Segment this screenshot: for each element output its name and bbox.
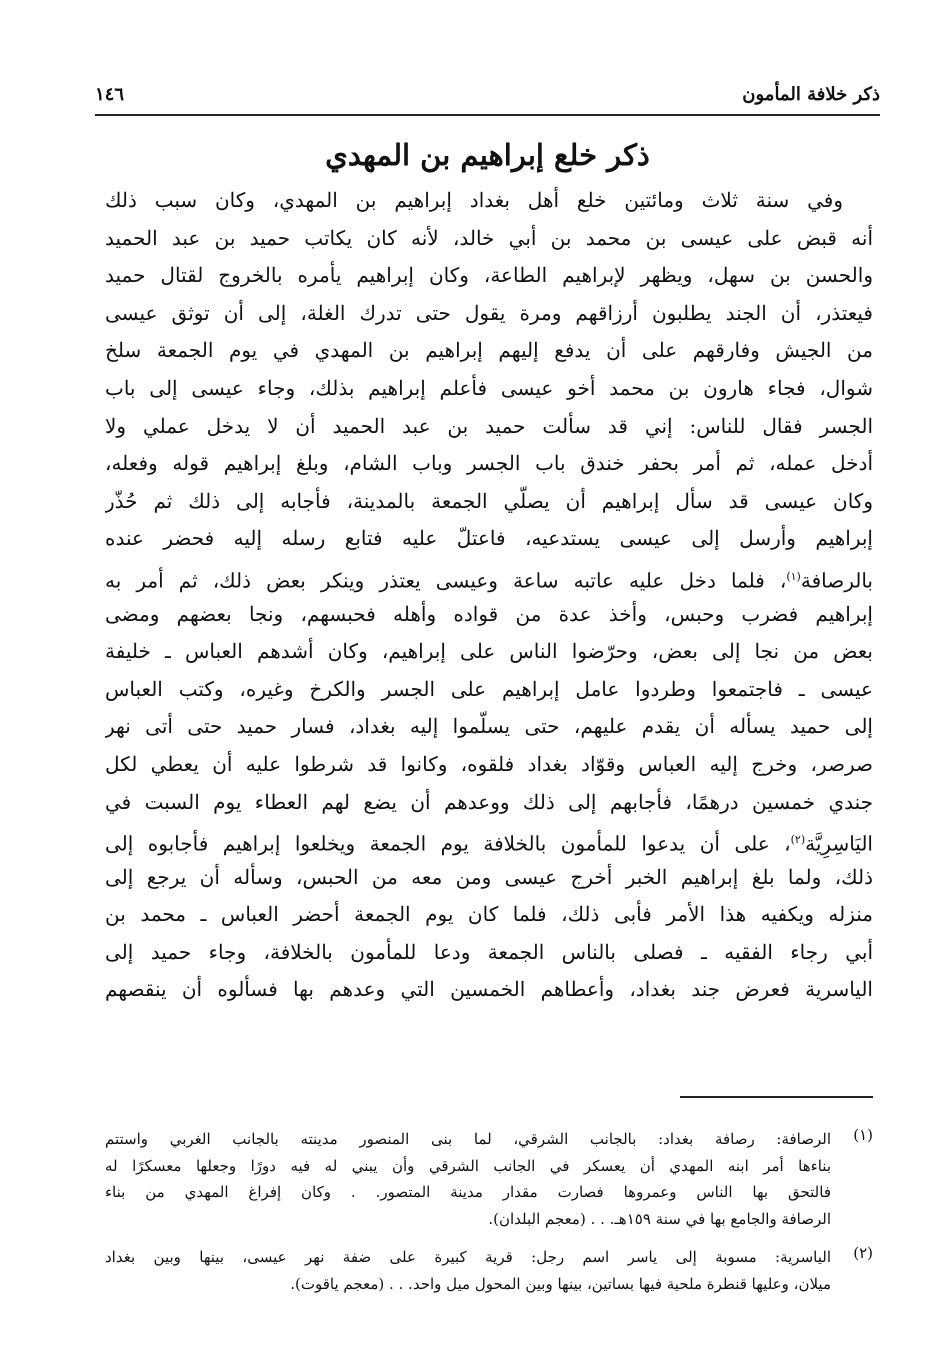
footnote-2	[105, 1244, 873, 1297]
text-line: والحسن بن سهل، ويظهر لإبراهيم الطاعة، وكان إبراهيم يأمره بالخروج لقتال حميد	[105, 263, 873, 288]
footnote-1	[105, 1126, 873, 1232]
footnote-number: (١)	[853, 1126, 873, 1144]
text-line: ذلك، ولما بلغ إبراهيم الخبر أخرج عيسى ومن معه من الحبس، وسأله أن يرجع إلى	[105, 864, 873, 889]
footnote-ref-1[interactable]: (١)	[786, 569, 801, 583]
text-line	[105, 821, 873, 859]
text-line: إبراهيم فضرب وحبس، وأخذ عدة من قواده وأهله فحبسهم، ونجا بعضهم ومضى	[105, 601, 873, 626]
text-line: أبي رجاء الفقيه ـ فصلى بالناس الجمعة ودعا للمأمون بالخلافة، وجاء حميد إلى	[105, 939, 873, 964]
text-line: منزله ويكفيه هذا الأمر فأبى ذلك، فلما كان يوم الجمعة أحضر العباس ـ محمد بن	[105, 902, 873, 927]
page-header	[95, 82, 880, 112]
text-line: عيسى ـ فاجتمعوا وطردوا عامل إبراهيم على الجسر والكرخ وغيره، وكتب العباس	[105, 676, 873, 701]
header-rule	[95, 114, 880, 116]
text-line: وفي سنة ثلاث ومائتين خلع أهل بغداد إبراهيم بن المهدي، وكان سبب ذلك	[105, 188, 843, 212]
text-line: أنه قبض على عيسى بن محمد بن أبي خالد، لأنه كان يكاتب حميد بن عبد الحميد	[105, 225, 873, 250]
text-line: صرصر، وخرج إليه العباس وقوّاد بغداد فلقوه، وكانوا قد شرطوا عليه أن يعطي لكل	[105, 751, 873, 776]
text-line: فيعتذر، أن الجند يطلبون أرزاقهم ومرة يقول حتى تدرك الغلة، إلى أن توثق عيسى	[105, 300, 873, 325]
text-line: شوال، فجاء هارون بن محمد أخو عيسى فأعلم إبراهيم بذلك، وجاء عيسى إلى باب	[105, 375, 873, 400]
text-line: وكان عيسى قد سأل إبراهيم أن يصلّي الجمعة بالمدينة، فأجابه إلى ذلك ثم حُذّر	[105, 488, 873, 513]
body-text	[105, 182, 873, 1009]
footnote-line: بناءها أمر ابنه المهدي أن يعسكر في الجانب الشرقي وأن يبني له فيه دورًا وجعلها معسكرًا له	[105, 1156, 831, 1175]
footnote-ref-2[interactable]: (٢)	[790, 833, 806, 847]
text-line: إلى حميد يسأله أن يقدم عليهم، حتى يسلّموا إليه بغداد، فسار حميد حتى أتى نهر	[105, 714, 873, 739]
footnote-line: الرصافة: رصافة بغداد: بالجانب الشرقي، لما بنى المنصور مدينته بالجانب الغربي واستتم	[105, 1130, 831, 1148]
footnote-line: الرصافة والجامع بها في سنة ١٥٩هـ. . . (معجم البلدان).	[488, 1209, 831, 1228]
footnotes	[105, 1126, 873, 1309]
text-segment: بالرصافة	[800, 568, 873, 593]
text-line: إبراهيم وأرسل إلى عيسى يستدعيه، فاعتلّ عليه فتابع رسله إليه فحضر عنده	[105, 526, 873, 551]
text-line	[105, 558, 873, 596]
text-line: جندي خمسين درهمًا، فأجابهم إلى ذلك ووعدهم أن يضع لهم العطاء يوم السبت في	[105, 789, 873, 814]
text-line: من الجيش وفارقهم على أن يدفع إليهم إبراهيم بن المهدي في يوم الجمعة سلخ	[105, 338, 873, 363]
footnote-rule	[680, 1096, 873, 1098]
footnote-line: فالتحق بها الناس وعمروها فصارت مقدار مدينة المتصور. . وكان إفراغ المهدي من بناء	[105, 1183, 831, 1201]
page-number: ١٤٦	[95, 84, 125, 105]
chapter-title: ذكر خلع إبراهيم بن المهدي	[325, 138, 650, 172]
text-line: أدخل عمله، ثم أمر بحفر خندق باب الجسر وباب الشام، وبلغ إبراهيم قوله وفعله،	[105, 451, 873, 476]
footnote-number: (٢)	[853, 1244, 873, 1262]
text-line: الجسر فقال للناس: إني قد سألت حميد بن عبد الحميد أن لا يدخل عملي ولا	[105, 413, 873, 438]
text-line: الياسرية فعرض جند بغداد، وأعطاهم الخمسين التي وعدهم بها فسألوه أن ينقصهم	[105, 977, 873, 1002]
text-segment: ، على أن يدعوا للمأمون بالخلافة يوم الجمعة ويخلعوا إبراهيم فأجابوه إلى	[105, 831, 791, 856]
text-segment: ، فلما دخل عليه عاتبه ساعة وعيسى يعتذر وينكر بعض ذلك، ثم أمر به	[105, 568, 787, 593]
footnote-line: الياسرية: مسوبة إلى ياسر اسم رجل: قرية كبيرة على ضفة نهر عيسى، بينها وبين بغداد	[105, 1248, 831, 1266]
text-line: بعض من نجا إلى بعض، وحرّضوا الناس على إبراهيم، وكان أشدهم العباس ـ خليفة	[105, 639, 873, 664]
footnote-line: ميلان، وعليها قنطرة ملحية فيها بساتين، بينها وبين المحول ميل واحد. . . (معجم ياقوت).	[290, 1274, 831, 1293]
text-segment: اليَاسِرِيَّة	[805, 831, 873, 856]
running-title: ذكر خلافة المأمون	[742, 84, 880, 105]
